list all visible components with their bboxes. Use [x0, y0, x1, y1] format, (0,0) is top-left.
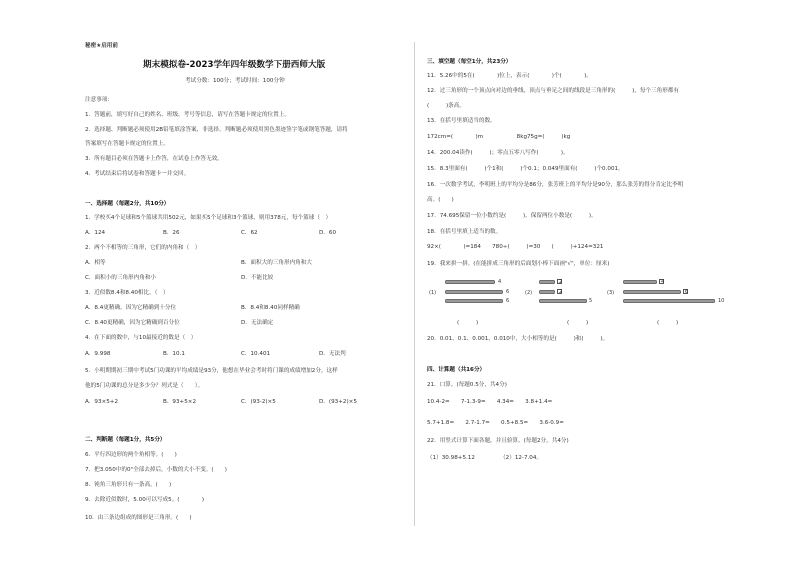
- q4-option-b[interactable]: B．10.1: [163, 351, 185, 357]
- q5-option-a[interactable]: A．93×5+2: [85, 399, 119, 405]
- notes-heading: 注意事项：: [85, 97, 113, 103]
- stick-g1-a-label: 4: [498, 279, 502, 285]
- sticks-answer-2[interactable]: ( ): [567, 320, 589, 326]
- section2-heading: 二、判断题（每题1分，共5分）: [85, 437, 166, 443]
- q3-option-b[interactable]: B．8.4和8.40同样精确: [241, 305, 300, 311]
- q5-option-c[interactable]: C．(93-2)×5: [241, 399, 276, 405]
- stick-g2-b-label: 2: [559, 289, 563, 295]
- question-14: 14．200.04读作( )；零点五零八写作( )。: [427, 150, 569, 156]
- question-4: 4．在下面的数中，与10最接近的数是（ ）: [85, 335, 197, 341]
- stick-g1-a: [445, 280, 495, 284]
- stick-g3-b-label: 6: [685, 289, 689, 295]
- q5-option-b[interactable]: B．93+5×2: [163, 399, 197, 405]
- question-17: 17．74.695保留一位小数约是( )，保留两位小数是( )。: [427, 213, 597, 219]
- question-13-items: 172cm=( )m 8kg75g=( )kg: [427, 134, 571, 140]
- note-1: 1．答题前，填写好自己的姓名、班级、考号等信息，请写在答题卡规定的位置上。: [85, 112, 290, 118]
- question-3: 3．近似数8.4和8.40相比，（ ）: [85, 290, 169, 296]
- exam-meta: 考试分数：100分；考试时间：100分钟: [185, 78, 285, 84]
- stick-g3-c-label: 10: [718, 298, 725, 304]
- q1-option-c[interactable]: C．62: [241, 230, 258, 236]
- stick-g3-a-label: 4: [661, 279, 665, 285]
- question-18: 18．在括号里填上适当的数。: [427, 229, 502, 235]
- stick-g2-c: [539, 299, 587, 303]
- q3-option-a[interactable]: A．8.4更精确，因为它精确到十分位: [85, 305, 177, 311]
- question-5-cont: 他的5门功课的总分是多少分？列式是（ ）。: [85, 383, 204, 389]
- note-2: 2．选择题、判断题必须使用2B铅笔填涂答案，非选择、判断题必须使用黑色墨迹签字笔或钢笔答题，请将: [85, 127, 348, 133]
- question-10: 10．由三条边组成的图形是三角形。( ): [85, 515, 192, 521]
- stick-g3-a: [623, 280, 657, 284]
- sticks-figure: [427, 276, 757, 316]
- q5-option-d[interactable]: D．(93+2)×5: [319, 399, 357, 405]
- q4-option-c[interactable]: C．10.401: [241, 351, 271, 357]
- question-8: 8．钝角三角形只有一条高。( ): [85, 482, 172, 488]
- stick-g1-c: [445, 299, 503, 303]
- stick-g3-b: [623, 290, 681, 294]
- stick-g2-a: [539, 280, 555, 284]
- question-2: 2．两个不相等的三角形，它们的内角和（ ）: [85, 245, 201, 251]
- question-16-cont: 高。( ): [427, 197, 454, 203]
- q2-option-d[interactable]: D．不能比较: [241, 275, 274, 281]
- question-22-items: （1）30.98+5.12 （2）12-7.04。: [427, 455, 543, 461]
- question-9: 9．去除近似数时，5.00可以写成5。( ): [85, 497, 205, 503]
- section4-heading: 四、计算题（共16分）: [427, 367, 486, 373]
- question-1: 1．学校买4个足球和5个篮球共用502元，如果买5个足球和3个篮球，则用378元，每个篮球（ ）: [85, 215, 332, 221]
- q1-option-b[interactable]: B．26: [163, 230, 180, 236]
- question-12-cont: ( )条高。: [427, 103, 465, 109]
- question-21: 21．口算。(每题0.5分，共4分): [427, 382, 507, 388]
- secret-mark: 秘密★启用前: [85, 43, 118, 49]
- sticks-group-1-label: (1): [429, 290, 437, 296]
- section1-heading: 一、选择题（每题2分，共10分）: [85, 201, 170, 207]
- question-19: 19．我来拼一拼。(在能拼成三角形的后面划小棒下面画"√"，单位：厘米): [427, 261, 610, 267]
- note-2-cont: 答案填写在答题卡规定的位置上。: [85, 141, 169, 147]
- question-20: 20．0.01、0.1、0.001、0.010中，大小相等的是( )和( )。: [427, 336, 609, 342]
- stick-g3-c: [623, 299, 715, 303]
- question-6: 6．平行四边形的两个角相等。( ): [85, 452, 177, 458]
- column-divider: [414, 42, 415, 526]
- q4-option-d[interactable]: D．无法判: [319, 351, 346, 357]
- question-7: 7．把3.050中的0"全部去掉后，小数的大小不变。( ): [85, 467, 227, 473]
- stick-g2-b: [539, 290, 555, 294]
- stick-g1-b: [445, 290, 503, 294]
- question-5: 5．小明期期初三期中考试5门功课的平均成绩是93分，他想在毕业会考时将门课的成绩增加2分，这样: [85, 368, 338, 374]
- q3-option-d[interactable]: D．无法确定: [241, 320, 274, 326]
- stick-g2-a-label: 2: [559, 279, 563, 285]
- question-12: 12．过三角形的一个顶点向对边的垂线，顶点与垂足之间的线段是三角形的( )，每个三角形都有: [427, 88, 680, 94]
- note-3: 3．所有题目必须在答题卡上作答，在试卷上作答无效。: [85, 156, 223, 162]
- stick-g1-b-label: 6: [506, 289, 510, 295]
- q4-option-a[interactable]: A．9.998: [85, 351, 111, 357]
- question-15: 15．8.3里面有( )个1和( )个0.1；0.049里面有( )个0.001。: [427, 166, 624, 172]
- question-11: 11．5.26中的5在( )位上，表示( )个( )。: [427, 73, 592, 79]
- calc-row-1: 10.4-2= 7-1.3-9= 4.34= 3.8+1.4=: [427, 399, 553, 405]
- calc-row-2: 5.7+1.8= 2.7-1.7= 0.5+8.5= 3.6-0.9=: [427, 420, 564, 426]
- section3-heading: 三、填空题（每空1分，共23分）: [427, 59, 512, 65]
- q2-option-c[interactable]: C．面积小的三角形内角和小: [85, 275, 157, 281]
- q3-option-c[interactable]: C．8.40更精确，因为它精确到百分位: [85, 320, 180, 326]
- stick-g2-c-label: 5: [589, 298, 593, 304]
- sticks-group-2-label: (2): [525, 290, 533, 296]
- exam-title: 期末模拟卷-2023学年四年级数学下册西师大版: [143, 60, 326, 70]
- question-22: 22．用竖式计算下面各题，并且验算。(每题2分，共4分): [427, 438, 569, 444]
- question-18-items: 92×( )=184 780÷( )=30 ( )+124=321: [427, 244, 604, 250]
- sticks-answer-1[interactable]: ( ): [457, 320, 479, 326]
- q1-option-a[interactable]: A．124: [85, 230, 106, 236]
- stick-g1-c-label: 6: [506, 298, 510, 304]
- sticks-group-3-label: (3): [607, 290, 615, 296]
- q1-option-d[interactable]: D．60: [319, 230, 337, 236]
- note-4: 4．考试结束后将试卷和答题卡一并交回。: [85, 171, 190, 177]
- question-16: 16．一次数学考试，李明班上的平均分是86分，张芳班上的平均分是90分，那么张芳的得分肯定比李明: [427, 182, 684, 188]
- question-13: 13．在括号里填适当的数。: [427, 118, 496, 124]
- q2-option-a[interactable]: A．相等: [85, 260, 106, 266]
- sticks-answer-3[interactable]: ( ): [657, 320, 679, 326]
- q2-option-b[interactable]: B．面积大的三角形内角和大: [241, 260, 312, 266]
